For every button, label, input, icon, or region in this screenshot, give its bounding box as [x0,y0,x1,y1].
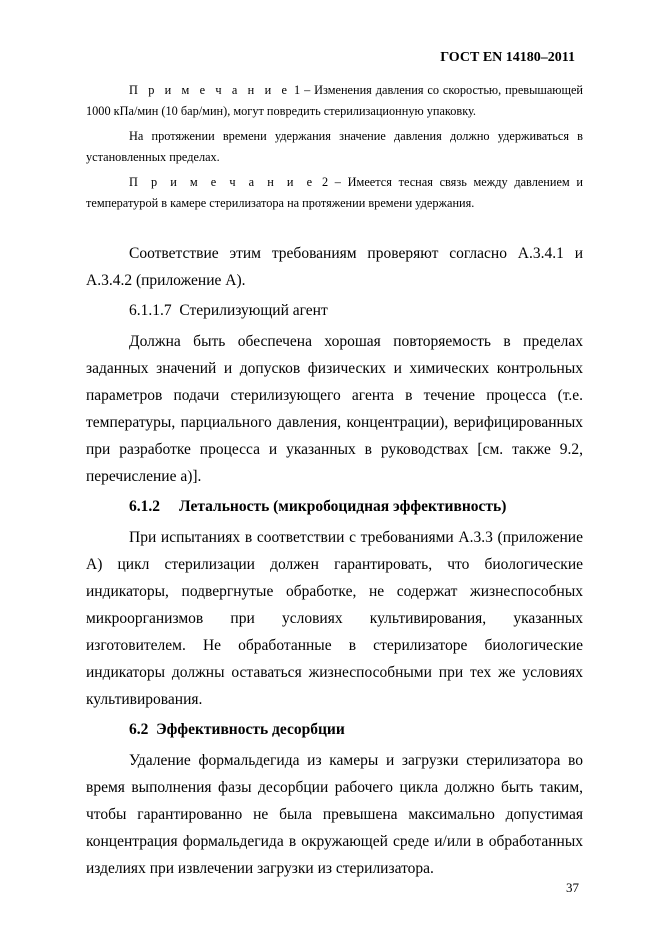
compliance-paragraph: Соответствие этим требованиям проверяют согласно А.3.4.1 и А.3.4.2 (приложение А). [86,245,583,289]
note-1-text: 1 – Изменения давления со скоростью, превышающей 1000 кПа/мин (10 бар/мин), могут повредить стерилизационную упаковку. [86,83,583,118]
section-6-1-2-number: 6.1.2 [129,498,160,515]
note-1 [86,80,583,122]
notes-block [86,80,583,214]
section-6-1-2-text: При испытаниях в соответствии с требованиями А.3.3 (приложение А) цикл стерилизации должен гарантировать, что биологические индикаторы, подвергнутые обработке, не содержат жизнеспособных микроорганизмов при условиях культивирования, указанных изготовителем. Не обработанные в стерилизаторе биологические индикаторы должны оставаться жизнеспособными при тех же условиях культивирования. [86,529,583,708]
section-6-1-1-7-heading [86,297,583,324]
note-2-text: 2 – Имеется тесная связь между давлением и температурой в камере стерилизатора на протяжении времени удержания. [86,175,583,210]
section-6-1-2-title: Летальность (микробоцидная эффективность) [179,498,507,515]
section-6-2-number: 6.2 [129,721,149,738]
standard-header: ГОСТ EN 14180–2011 [440,50,575,65]
section-6-2-heading [86,716,583,743]
note-1-label: П р и м е ч а н и е [129,83,291,97]
note-2 [86,172,583,214]
section-6-1-1-7-title: Стерилизующий агент [179,302,328,319]
page-content [86,80,583,885]
section-6-1-1-7-text: Должна быть обеспечена хорошая повторяемость в пределах заданных значений и допусков физических и химических контрольных параметров подачи стерилизующего агента в течение процесса (т.е. температуры, парциального давления, концентрации), верифицированных при разработке процесса и указанных в руководствах [см. также 9.2, перечисление а)]. [86,333,583,485]
section-6-2-text: Удаление формальдегида из камеры и загрузки стерилизатора во время выполнения фазы десорбции рабочего цикла должно быть таким, чтобы гарантированно не была превышена максимально допустимая концентрация формальдегида в окружающей среде и/или в обработанных изделиях при извлечении загрузки из стерилизатора. [86,752,583,877]
note-1-continuation: На протяжении времени удержания значение давления должно удерживаться в установленных пределах. [86,129,583,164]
section-6-2-title: Эффективность десорбции [156,721,345,738]
section-6-1-1-7-number: 6.1.1.7 [129,302,172,319]
page-number: 37 [566,880,579,895]
section-6-1-2-heading [86,493,583,520]
note-2-label: П р и м е ч а н и е [129,175,316,189]
